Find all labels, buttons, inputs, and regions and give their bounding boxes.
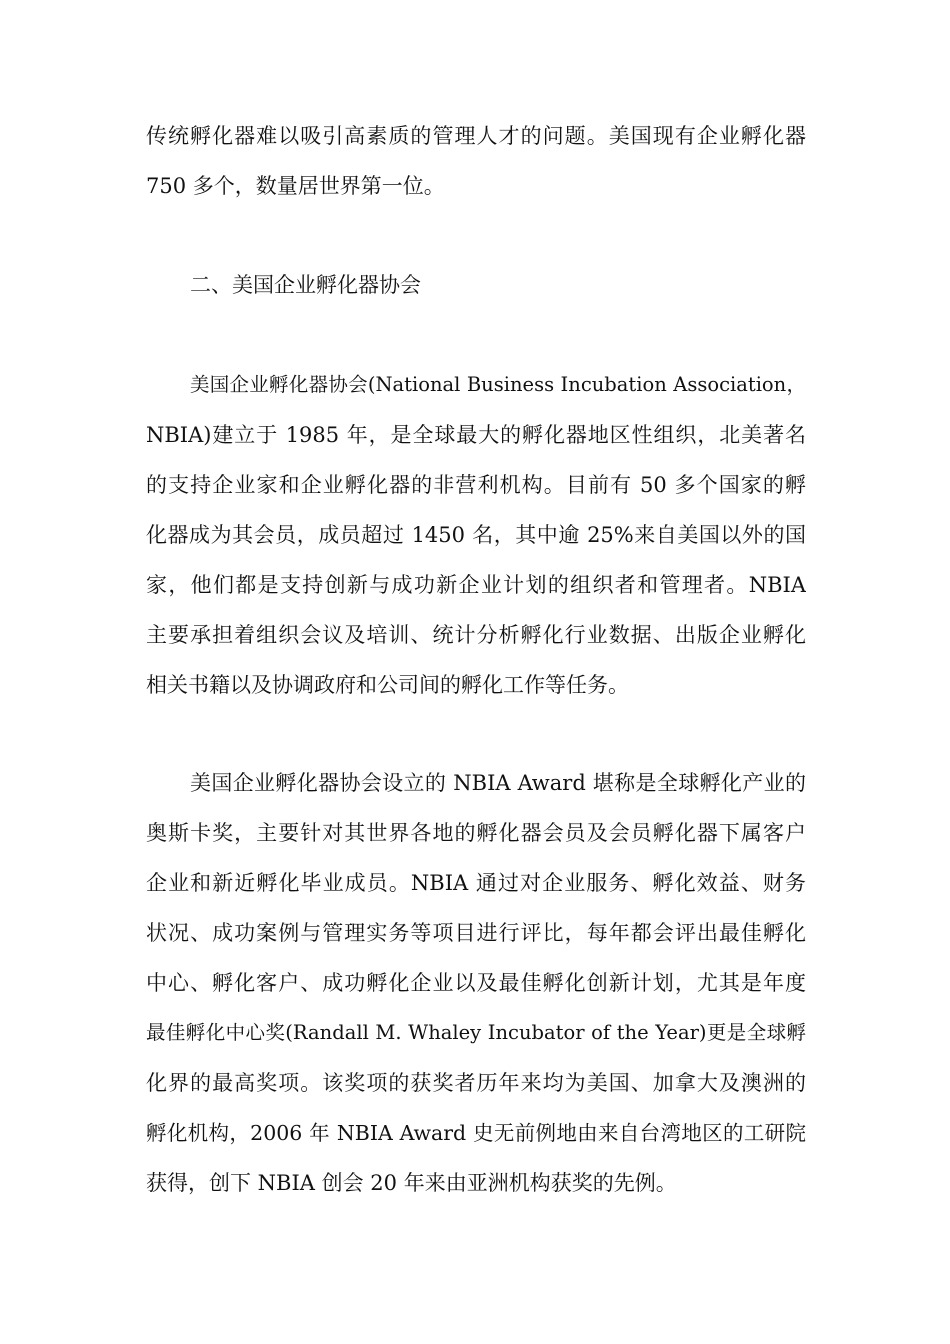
paragraph-3-line-2: 奥斯卡奖，主要针对其世界各地的孵化器会员及会员孵化器下属客户 [146,821,806,845]
paragraph-2-line-5: 家，他们都是支持创新与成功新企业计划的组织者和管理者。NBIA [146,573,806,597]
paragraph-3-line-4: 状况、成功案例与管理实务等项目进行评比，每年都会评出最佳孵化 [146,921,806,945]
paragraph-2-line-7: 相关书籍以及协调政府和公司间的孵化工作等任务。 [146,673,629,697]
section-heading: 二、美国企业孵化器协会 [190,273,421,297]
paragraph-1-line-1: 传统孵化器难以吸引高素质的管理人才的问题。美国现有企业孵化器 [146,124,806,148]
paragraph-2-line-2: NBIA)建立于 1985 年，是全球最大的孵化器地区性组织，北美著名 [146,423,806,447]
paragraph-1-line-2: 750 多个，数量居世界第一位。 [146,174,445,198]
paragraph-3-line-5: 中心、孵化客户、成功孵化企业以及最佳孵化创新计划，尤其是年度 [146,971,806,995]
paragraph-3-line-3: 企业和新近孵化毕业成员。NBIA 通过对企业服务、孵化效益、财务 [146,871,806,895]
paragraph-3-line-7: 化界的最高奖项。该奖项的获奖者历年来均为美国、加拿大及澳洲的 [146,1071,806,1095]
paragraph-2-line-3: 的支持企业家和企业孵化器的非营利机构。目前有 50 多个国家的孵 [146,473,806,497]
paragraph-3-line-8: 孵化机构，2006 年 NBIA Award 史无前例地由来自台湾地区的工研院 [146,1121,806,1145]
paragraph-3-line-9: 获得，创下 NBIA 创会 20 年来由亚洲机构获奖的先例。 [146,1171,677,1195]
paragraph-3-line-6: 最佳孵化中心奖(Randall M. Whaley Incubator of the Year)更是全球孵 [146,1021,806,1044]
paragraph-2-line-4: 化器成为其会员，成员超过 1450 名，其中逾 25%来自美国以外的国 [146,523,806,547]
paragraph-2-line-1: 美国企业孵化器协会(National Business Incubation Association， [190,373,806,396]
paragraph-2-line-6: 主要承担着组织会议及培训、统计分析孵化行业数据、出版企业孵化 [146,623,806,647]
paragraph-3-line-1: 美国企业孵化器协会设立的 NBIA Award 堪称是全球孵化产业的 [190,771,806,795]
